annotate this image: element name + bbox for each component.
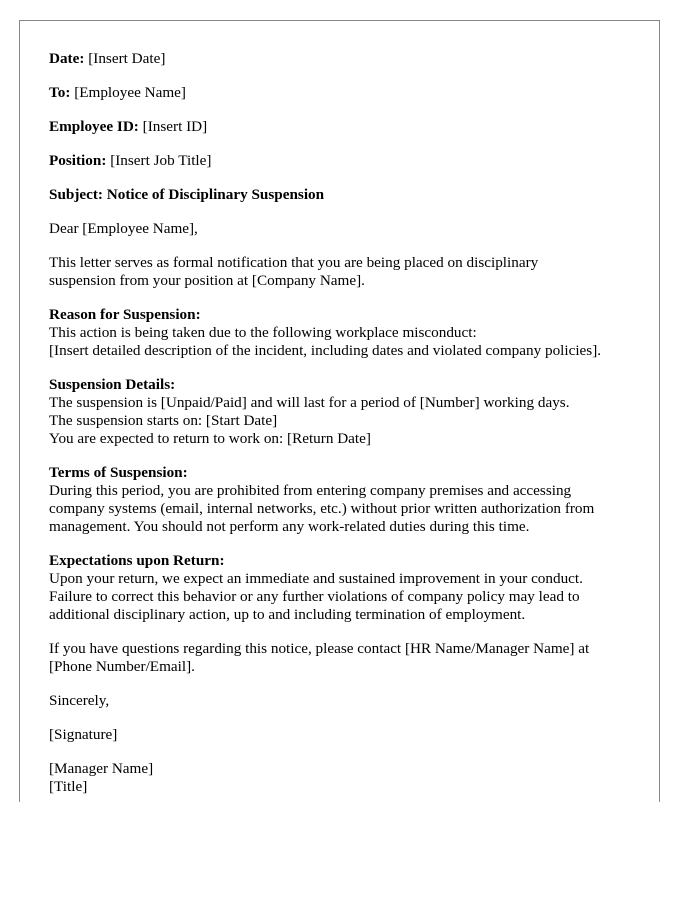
salutation: Dear [Employee Name], [49,220,198,237]
contact-paragraph [49,640,631,676]
terms-line: During this period, you are prohibited from entering company premises and accessing [49,482,572,499]
terms-line: company systems (email, internal networks, etc.) without prior written authorization from [49,500,595,517]
employee-id-line [49,118,631,136]
letter-page [19,20,660,802]
terms-heading [49,464,631,482]
expectations-line: Failure to correct this behavior or any further violations of company policy may lead to [49,588,580,605]
expectations-heading-text: Expectations upon Return: [49,552,225,569]
expectations-heading [49,552,631,570]
subject-line [49,186,631,204]
signer-title: [Title] [49,778,88,795]
expectations-line: additional disciplinary action, up to and including termination of employment. [49,606,526,623]
signature-placeholder: [Signature] [49,726,118,743]
closing: Sincerely, [49,692,110,709]
reason-line: [Insert detailed description of the incident, including dates and violated company policies]. [49,342,602,359]
reason-line: This action is being taken due to the following workplace misconduct: [49,324,477,341]
details-line: The suspension is [Unpaid/Paid] and will last for a period of [Number] working days. [49,394,570,411]
terms-heading-text: Terms of Suspension: [49,464,188,481]
details-line: You are expected to return to work on: [Return Date] [49,430,371,447]
employee-id-value: [Insert ID] [142,118,208,135]
date-label: Date: [49,50,85,67]
position-label: Position: [49,152,107,169]
expectations-section [49,552,631,624]
position-line [49,152,631,170]
contact-line: If you have questions regarding this notice, please contact [HR Name/Manager Name] at [49,640,590,657]
expectations-line: Upon your return, we expect an immediate and sustained improvement in your conduct. [49,570,583,587]
date-line [49,50,631,68]
date-value: [Insert Date] [88,50,166,67]
employee-id-label: Employee ID: [49,118,139,135]
to-value: [Employee Name] [74,84,186,101]
details-heading-text: Suspension Details: [49,376,176,393]
details-heading [49,376,631,394]
signer-name: [Manager Name] [49,760,154,777]
reason-heading [49,306,631,324]
terms-section [49,464,631,536]
intro-paragraph [49,254,631,290]
terms-line: management. You should not perform any work-related duties during this time. [49,518,530,535]
subject-text: Subject: Notice of Disciplinary Suspension [49,186,325,203]
intro-line: suspension from your position at [Company Name]. [49,272,365,289]
to-line [49,84,631,102]
to-label: To: [49,84,71,101]
intro-line: This letter serves as formal notification that you are being placed on disciplinary [49,254,539,271]
details-line: The suspension starts on: [Start Date] [49,412,278,429]
reason-section [49,306,631,360]
position-value: [Insert Job Title] [110,152,212,169]
reason-heading-text: Reason for Suspension: [49,306,201,323]
signer-block [49,760,631,796]
contact-line: [Phone Number/Email]. [49,658,195,675]
details-section [49,376,631,448]
